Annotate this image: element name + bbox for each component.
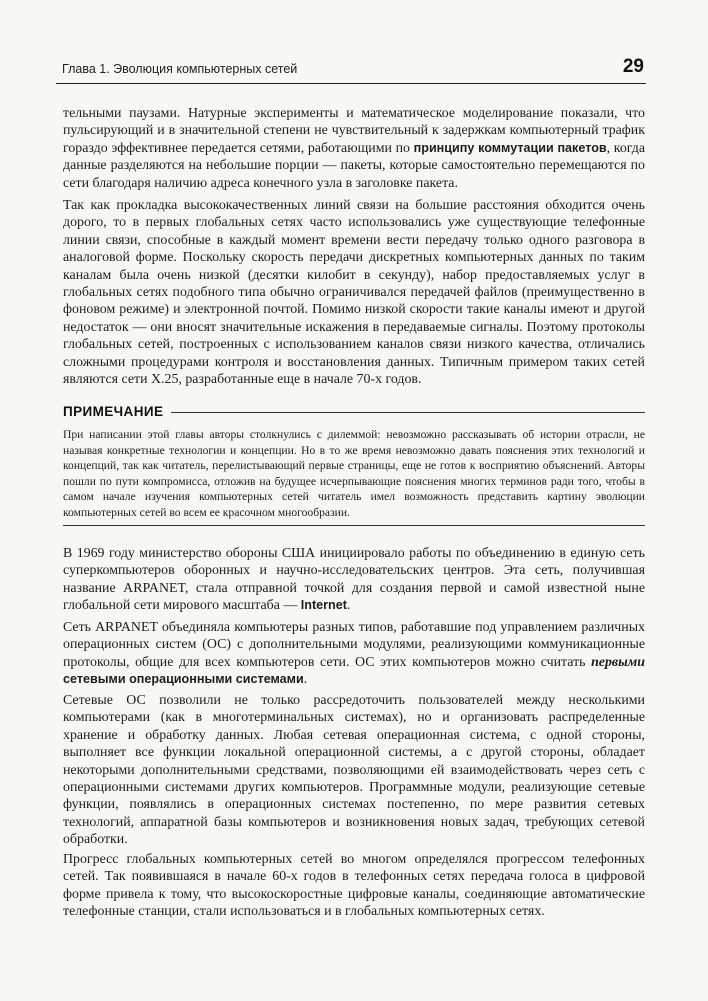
note-bottom-rule [63, 525, 645, 526]
paragraph-packet-switching [63, 105, 645, 192]
italic-term: первыми [591, 654, 645, 670]
paragraph-text: В 1969 году министерство обороны США инициировало работы по объединению в единую сеть суперкомпьютеров оборонных и научно-исследовательских центров. Эта сеть, получившая название ARPANET, стала отправной точкой для создания первой и самой известной ныне глобальной сети мирового масштаба — [63, 546, 645, 614]
paragraph-arpanet-os [63, 619, 645, 689]
bold-term: принципу коммутации пакетов [413, 140, 607, 155]
paragraph-text: Сеть ARPANET объединяла компьютеры разных типов, работавшие под управлением различных операционных систем (ОС) с дополнительными модулями, реализующими коммуникационные протоколы, общие для всех компьютеров сети. ОС этих компьютеров можно считать [63, 620, 645, 670]
paragraph-telephone-progress: Прогресс глобальных компьютерных сетей во многом определялся прогрессом телефонных сетей. Так появившаяся в начале 60-х годов в телефонных сетях передача голоса в цифровой форме привела к тому, что высокоскоростные цифровые каналы, соединяющие автоматические телефонные станции, стали использоваться и в глобальных компьютерных сетях. [63, 852, 645, 920]
running-header [56, 57, 646, 84]
paragraph-arpanet-origin [63, 545, 645, 615]
paragraph-network-os: Сетевые ОС позволили не только рассредоточить пользователей между несколькими компьютерами (как в многотерминальных системах), но и организовать распределенные хранение и обработку данных. Любая сетевая операционная система, с одной стороны, выполняет все функции локальной операционной системы, а с другой стороны, обладает некоторыми дополнительными средствами, позволяющими ей взаимодействовать через сеть с операционными системами других компьютеров. Программные модули, реализующие сетевые функции, появлялись в операционных системах постепенно, по мере развития сетевых технологий, аппаратной базы компьютеров и возникновения новых задач, требующих сетевой обработки. [63, 693, 645, 848]
note-text: При написании этой главы авторы столкнулись с дилеммой: невозможно рассказывать об истории отрасли, не называя конкретные технологии и концепции. Но в то же время невозможно давать пояснения этих технологий и концепций, так как читатель, перелистывающий первые страницы, еще не готов к восприятию объяснений. Авторы пошли по пути компромисса, отложив на будущее исчерпывающие пояснения многих терминов ради того, чтобы в самом начале изучения компьютерных сетей читатель имел возможность представить картину эволюции компьютерных сетей во всем ее красочном многообразии. [63, 428, 645, 519]
page-number: 29 [622, 56, 644, 77]
bold-term: Internet [300, 598, 347, 613]
paragraph-telephone-lines: Так как прокладка высококачественных линий связи на большие расстояния обходится очень дорого, то в первых глобальных сетях часто использовались уже существующие телефонные линии связи, способные в каждый момент времени вести передачу только одного разговора в аналоговой форме. Поскольку скорость передачи дискретных компьютерных данных по таким каналам была очень низкой (десятки килобит в секунду), набор предоставляемых услуг в глобальных сетях подобного типа обычно ограничивался передачей файлов (преимущественно в фоновом режиме) и электронной почтой. Помимо низкой скорости такие каналы имеют и другой недостаток — они вносят значительные искажения в передаваемые сигналы. Поэтому протоколы глобальных сетей, построенных с использованием каналов связи низкого качества, отличались сложными процедурами контроля и восстановления данных. Типичным примером таких сетей являются сети X.25, разработанные еще в начале 70-х годов. [63, 198, 645, 388]
note-title: ПРИМЕЧАНИЕ [63, 404, 171, 419]
paragraph-text: . [346, 598, 351, 614]
paragraph-text: , когда данные разделяются на небольшие порции — пакеты, которые самостоятельно перемещаются по сети благодаря наличию адреса конечного узла в заголовке пакета. [63, 140, 646, 191]
chapter-title: Глава 1. Эволюция компьютерных сетей [62, 62, 298, 76]
note-header [63, 404, 645, 420]
paragraph-text: тельными паузами. Натурные эксперименты и математическое моделирование показали, что пульсирующий и в значительной степени не чувствительный к задержкам компьютерный трафик гораздо эффективнее передается сетями, работающими по [63, 106, 645, 156]
paragraph-text: . [303, 672, 308, 688]
bold-term: сетевыми операционными системами [63, 672, 304, 687]
